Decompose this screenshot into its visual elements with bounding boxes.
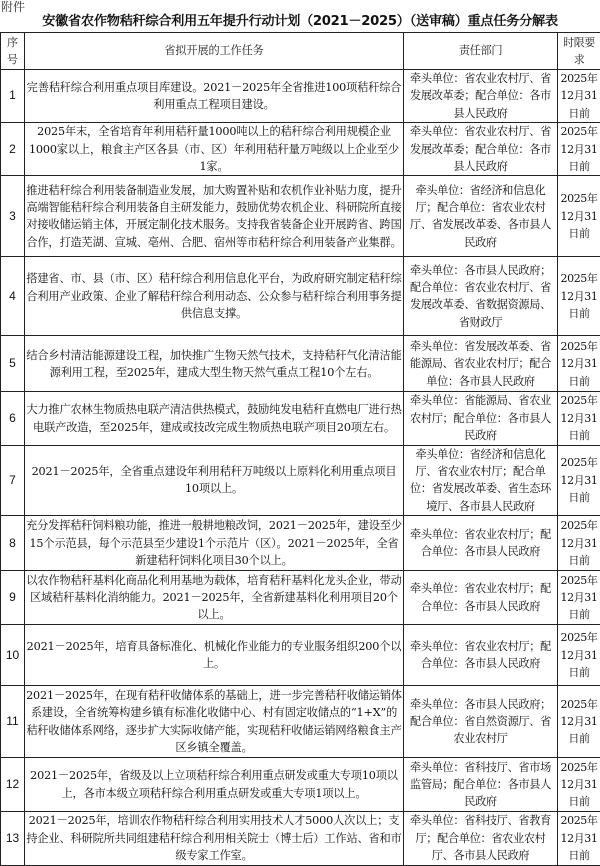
row-task: 大力推广农林生物质热电联产清洁供热模式，鼓励纯发电秸秆直燃电厂进行热电联产改造，至2025年，建成或技改完成生物质热电联产项目20项左右。 bbox=[25, 392, 404, 445]
row-task: 充分发挥秸秆饲料粮功能，推进一般耕地粮改饲，2021－2025年，建设至少15个示范县，每个示范县至少建设1个示范片（区）。2021－2025年，全省新建秸秆饲料化项目30个以上。 bbox=[25, 516, 404, 571]
table-row bbox=[1, 392, 600, 445]
row-deadline: 2025年12月31日前 bbox=[558, 392, 600, 445]
row-task: 2021－2025年，全省重点建设年利用秸秆万吨级以上原料化利用重点项目10项以上。 bbox=[25, 445, 404, 516]
row-task: 结合乡村清洁能源建设工程，加快推广生物天然气技术，支持秸秆气化清洁能源利用工程，至2025年，建成大型生物天然气重点工程10个左右。 bbox=[25, 336, 404, 392]
header-task: 省拟开展的工作任务 bbox=[25, 33, 404, 70]
row-number: 10 bbox=[1, 625, 25, 686]
row-task: 完善秸秆综合利用重点项目库建设。2021－2025年全省推进100项秸秆综合利用重点工程项目建设。 bbox=[25, 70, 404, 123]
table-row bbox=[1, 686, 600, 758]
row-number: 5 bbox=[1, 336, 25, 392]
row-department: 牵头单位：省农业农村厅、省发展改革委；配合单位：各市县人民政府 bbox=[404, 123, 558, 176]
row-department: 牵头单位：省科技厅、省市场监管局；配合单位：各市县人民政府 bbox=[404, 758, 558, 812]
header-dept: 责任部门 bbox=[404, 33, 558, 70]
row-task: 2021－2025年，省级及以上立项秸秆综合利用重点研发或重大专项10项以上，各市本级立项秸秆综合利用重点研发或重大专项1项以上。 bbox=[25, 758, 404, 812]
table-row bbox=[1, 516, 600, 571]
row-deadline: 2025年12月31日前 bbox=[558, 686, 600, 758]
table-row bbox=[1, 70, 600, 123]
row-deadline: 2025年12月31日前 bbox=[558, 516, 600, 571]
row-deadline: 2025年12月31日前 bbox=[558, 257, 600, 336]
table-row bbox=[1, 257, 600, 336]
task-breakdown-table bbox=[0, 32, 600, 866]
row-deadline: 2025年12月31日前 bbox=[558, 70, 600, 123]
table-row bbox=[1, 812, 600, 865]
row-deadline: 2025年12月31日前 bbox=[558, 123, 600, 176]
row-number: 1 bbox=[1, 70, 25, 123]
table-row bbox=[1, 336, 600, 392]
table-row bbox=[1, 123, 600, 176]
row-deadline: 2025年12月31日前 bbox=[558, 336, 600, 392]
row-number: 3 bbox=[1, 176, 25, 257]
row-deadline: 2025年12月31日前 bbox=[558, 176, 600, 257]
header-no: 序号 bbox=[1, 33, 25, 70]
row-department: 牵头单位：省农业农村厅；配合单位：各市县人民政府 bbox=[404, 516, 558, 571]
table-row bbox=[1, 625, 600, 686]
row-task: 以农作物秸秆基料化商品化利用基地为载体，培育秸秆基料化龙头企业，带动区域秸秆基料化消纳能力。2021－2025年，全省新建基料化利用项目20个以上。 bbox=[25, 571, 404, 625]
row-task: 搭建省、市、县（市、区）秸秆综合利用信息化平台，为政府研究制定秸秆综合利用产业政策、企业了解秸秆综合利用动态、公众参与秸秆综合利用事务提供信息支撑。 bbox=[25, 257, 404, 336]
table-row bbox=[1, 445, 600, 516]
row-task: 2021－2025年，在现有秸秆收储体系的基础上，进一步完善秸秆收储运销体系建设，全省统筹构建乡镇有标准化收储中心、村有固定收储点的“1+X”的秸秆收储体系网络，逐步扩大实际收储产能，实现秸秆收储运销网络粮食主产区乡镇全覆盖。 bbox=[25, 686, 404, 758]
row-number: 8 bbox=[1, 516, 25, 571]
row-number: 7 bbox=[1, 445, 25, 516]
row-number: 13 bbox=[1, 812, 25, 865]
row-number: 6 bbox=[1, 392, 25, 445]
row-number: 4 bbox=[1, 257, 25, 336]
row-department: 牵头单位：省能源局、省农业农村厅；配合单位：各市县人民政府 bbox=[404, 392, 558, 445]
annex-label: 附件 bbox=[1, 0, 25, 14]
row-department: 牵头单位：省农业农村厅；配合单位：各市县人民政府 bbox=[404, 571, 558, 625]
row-department: 牵头单位：省经济和信息化厅；配合单位：省农业农村厅、省发展改革委、各市县人民政府 bbox=[404, 176, 558, 257]
row-deadline: 2025年12月31日前 bbox=[558, 445, 600, 516]
row-deadline: 2025年12月31日前 bbox=[558, 625, 600, 686]
row-department: 牵头单位：省经济和信息化厅、省农业农村厅；配合单位：省发展改革委、省生态环境厅、各市县人民政府 bbox=[404, 445, 558, 516]
row-number: 11 bbox=[1, 686, 25, 758]
row-department: 牵头单位：各市县人民政府；配合单位：省自然资源厅、省农业农村厅 bbox=[404, 686, 558, 758]
row-deadline: 2025年12月31日前 bbox=[558, 812, 600, 865]
row-department: 牵头单位：各市县人民政府；配合单位：省农业农村厅、省发展改革委、省数据资源局、省财政厅 bbox=[404, 257, 558, 336]
row-deadline: 2025年12月31日前 bbox=[558, 571, 600, 625]
row-department: 牵头单位：省发展改革委、省能源局、省农业农村厅；配合单位：各市县人民政府 bbox=[404, 336, 558, 392]
row-task: 2025年末，全省培育年利用秸秆量1000吨以上的秸秆综合利用规模企业1000家以上，粮食主产区各县（市、区）年利用秸秆量万吨级以上企业至少1家。 bbox=[25, 123, 404, 176]
row-number: 2 bbox=[1, 123, 25, 176]
row-department: 牵头单位：省科技厅、省教育厅；配合单位：省农业农村厅、各市县人民政府 bbox=[404, 812, 558, 865]
header-time: 时限要求 bbox=[558, 33, 600, 70]
row-number: 12 bbox=[1, 758, 25, 812]
row-deadline: 2025年12月31日前 bbox=[558, 758, 600, 812]
table-header-row bbox=[1, 33, 600, 70]
table-row bbox=[1, 176, 600, 257]
row-task: 2021－2025年，培育具备标准化、机械化作业能力的专业服务组织200个以上。 bbox=[25, 625, 404, 686]
row-department: 牵头单位：省农业农村厅；配合单位：各市县人民政府 bbox=[404, 625, 558, 686]
row-number: 9 bbox=[1, 571, 25, 625]
table-row bbox=[1, 758, 600, 812]
row-department: 牵头单位：省农业农村厅、省发展改革委；配合单位：各市县人民政府 bbox=[404, 70, 558, 123]
table-row bbox=[1, 571, 600, 625]
document-title: 安徽省农作物秸秆综合利用五年提升行动计划（2021－2025）（送审稿）重点任务分解表 bbox=[0, 13, 600, 31]
row-task: 2021－2025年，培训农作物秸秆综合利用实用技术人才5000人次以上；支持企业、科研院所共同组建秸秆综合利用相关院士（博士后）工作站、省和市级专家工作室。 bbox=[25, 812, 404, 865]
row-task: 推进秸秆综合利用装备制造业发展，加大购置补贴和农机作业补贴力度，提升高端智能秸秆综合利用装备自主研发能力，鼓励优势农机企业、科研院所直接对接收储运销主体，开展定制化技术服务。支持我省装备企业开展跨省、跨国合作，打造芜湖、宣城、亳州、合肥、宿州等市秸秆综合利用装备产业集群。 bbox=[25, 176, 404, 257]
